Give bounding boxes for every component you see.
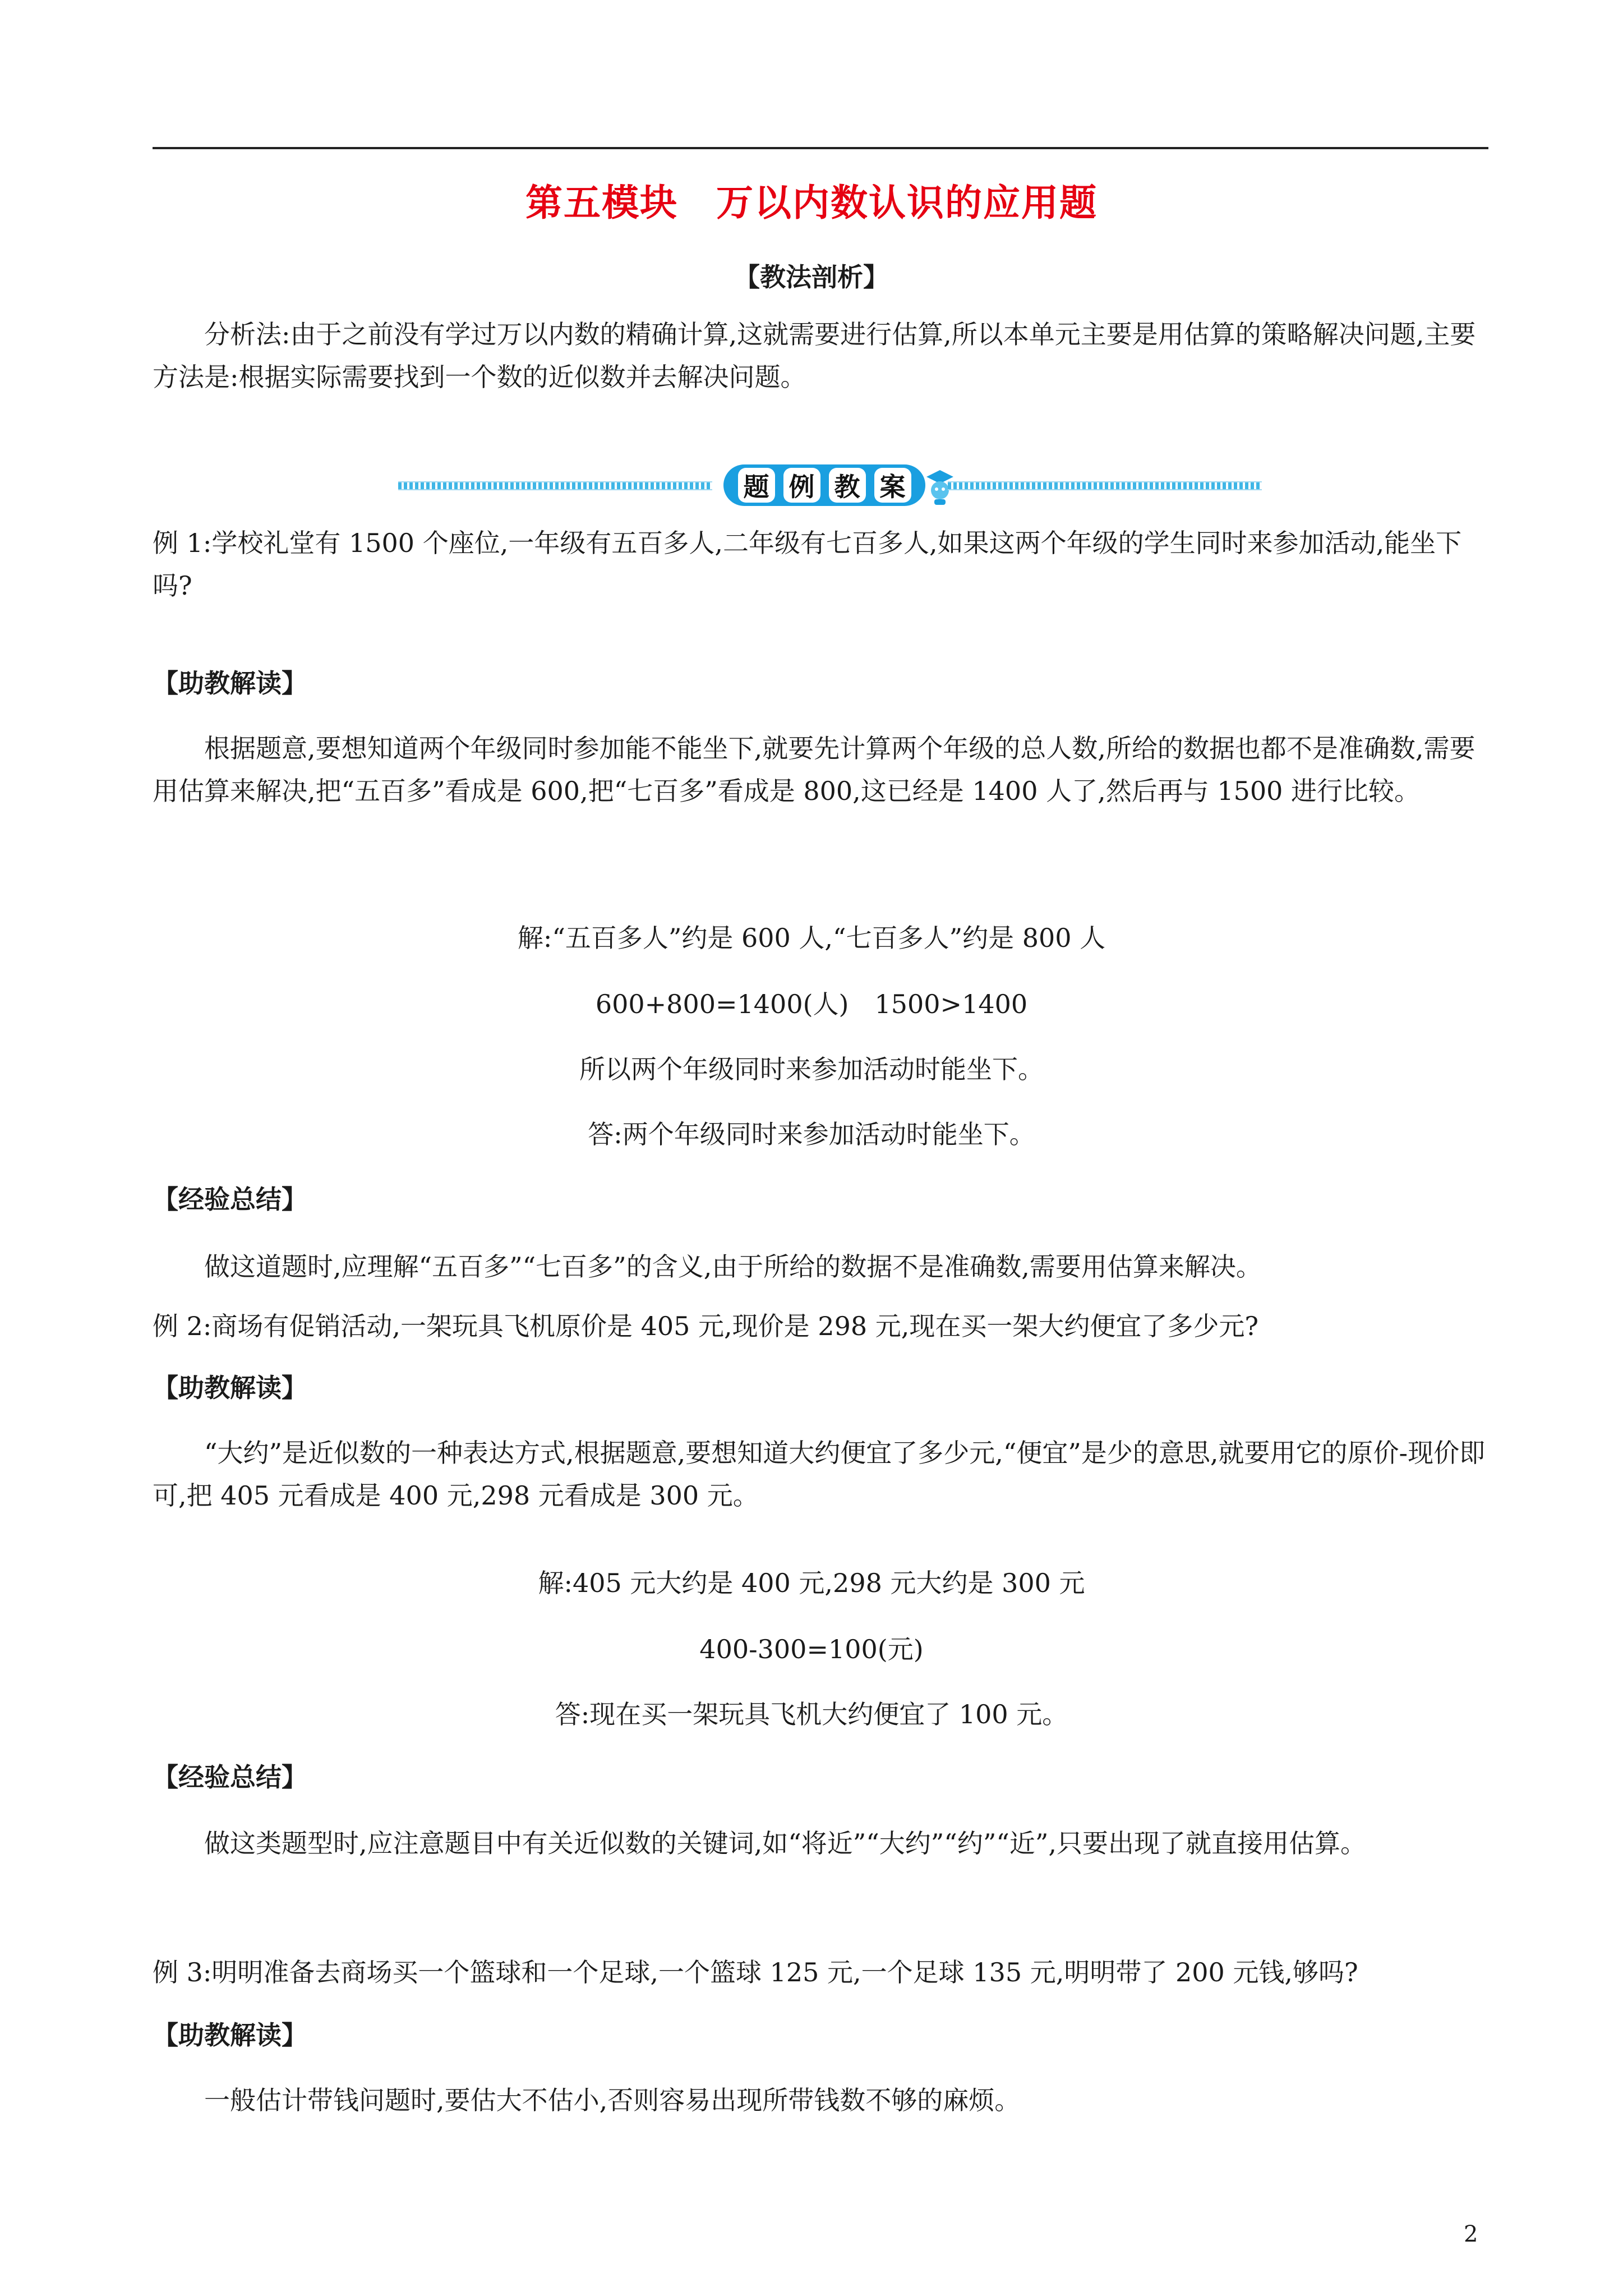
- banner-char-3: 教: [829, 468, 866, 503]
- example-1-answer: 答:两个年级同时来参加活动时能坐下。: [588, 1119, 1035, 1149]
- example-1-reading-label: 【助教解读】: [153, 668, 307, 698]
- example-2-summary: 做这类题型时,应注意题目中有关近似数的关键词,如“将近”“大约”“约”“近”,只要出现了就直接用估算。: [204, 1828, 1366, 1858]
- example-1-solution-line-2: 600+800=1400(人) 1500>1400: [595, 989, 1028, 1019]
- example-1-question: 例 1:学校礼堂有 1500 个座位,一年级有五百多人,二年级有七百多人,如果这两个年级的学生同时来参加活动,能坐下吗?: [153, 528, 1462, 601]
- example-2-solution-line-2: 400-300=100(元): [699, 1634, 924, 1664]
- banner-char-1: 题: [738, 468, 775, 503]
- example-1-summary: 做这道题时,应理解“五百多”“七百多”的含义,由于所给的数据不是准确数,需要用估算来解决。: [204, 1251, 1262, 1282]
- banner-pill: [723, 464, 925, 506]
- example-1-summary-label: 【经验总结】: [153, 1184, 307, 1214]
- banner-char-2: 例: [783, 468, 820, 503]
- banner-left-line: [398, 481, 712, 490]
- banner-char-4: 案: [874, 468, 911, 503]
- example-2-question: 例 2:商场有促销活动,一架玩具飞机原价是 405 元,现价是 298 元,现在买一架大约便宜了多少元?: [153, 1311, 1259, 1341]
- example-2-solution-line-1: 解:405 元大约是 400 元,298 元大约是 300 元: [538, 1568, 1085, 1598]
- example-2-answer: 答:现在买一架玩具飞机大约便宜了 100 元。: [555, 1699, 1068, 1729]
- example-3-reading-label: 【助教解读】: [153, 2020, 307, 2050]
- example-2-reading-label: 【助教解读】: [153, 1373, 307, 1403]
- intro-paragraph: 分析法:由于之前没有学过万以内数的精确计算,这就需要进行估算,所以本单元主要是用估算的策略解决问题,主要方法是:根据实际需要找到一个数的近似数并去解决问题。: [153, 319, 1476, 392]
- page-title: 第五模块 万以内数认识的应用题: [525, 181, 1098, 224]
- example-1-solution-line-1: 解:“五百多人”约是 600 人,“七百多人”约是 800 人: [517, 923, 1106, 953]
- example-2-reading: “大约”是近似数的一种表达方式,根据题意,要想知道大约便宜了多少元,“便宜”是少的意思,就要用它的原价-现价即可,把 405 元看成是 400 元,298 元看成是 300 元。: [153, 1438, 1486, 1511]
- example-1-reading: 根据题意,要想知道两个年级同时参加能不能坐下,就要先计算两个年级的总人数,所给的数据也都不是准确数,需要用估算来解决,把“五百多”看成是 600,把“七百多”看成是 800,这已经是 1400 人了,然后再与 1500 进行比较。: [153, 733, 1476, 806]
- example-3-question: 例 3:明明准备去商场买一个篮球和一个足球,一个篮球 125 元,一个足球 135 元,明明带了 200 元钱,够吗?: [153, 1957, 1358, 1987]
- example-2-summary-label: 【经验总结】: [153, 1762, 307, 1792]
- page-number: 2: [1464, 2221, 1478, 2247]
- banner-right-line: [948, 481, 1262, 490]
- header-rule: [153, 147, 1488, 149]
- example-3-reading: 一般估计带钱问题时,要估大不估小,否则容易出现所带钱数不够的麻烦。: [204, 2085, 1021, 2115]
- teaching-method-label: 【教法剖析】: [734, 262, 889, 292]
- example-banner: [398, 460, 1262, 508]
- example-1-solution-line-3: 所以两个年级同时来参加活动时能坐下。: [579, 1054, 1044, 1084]
